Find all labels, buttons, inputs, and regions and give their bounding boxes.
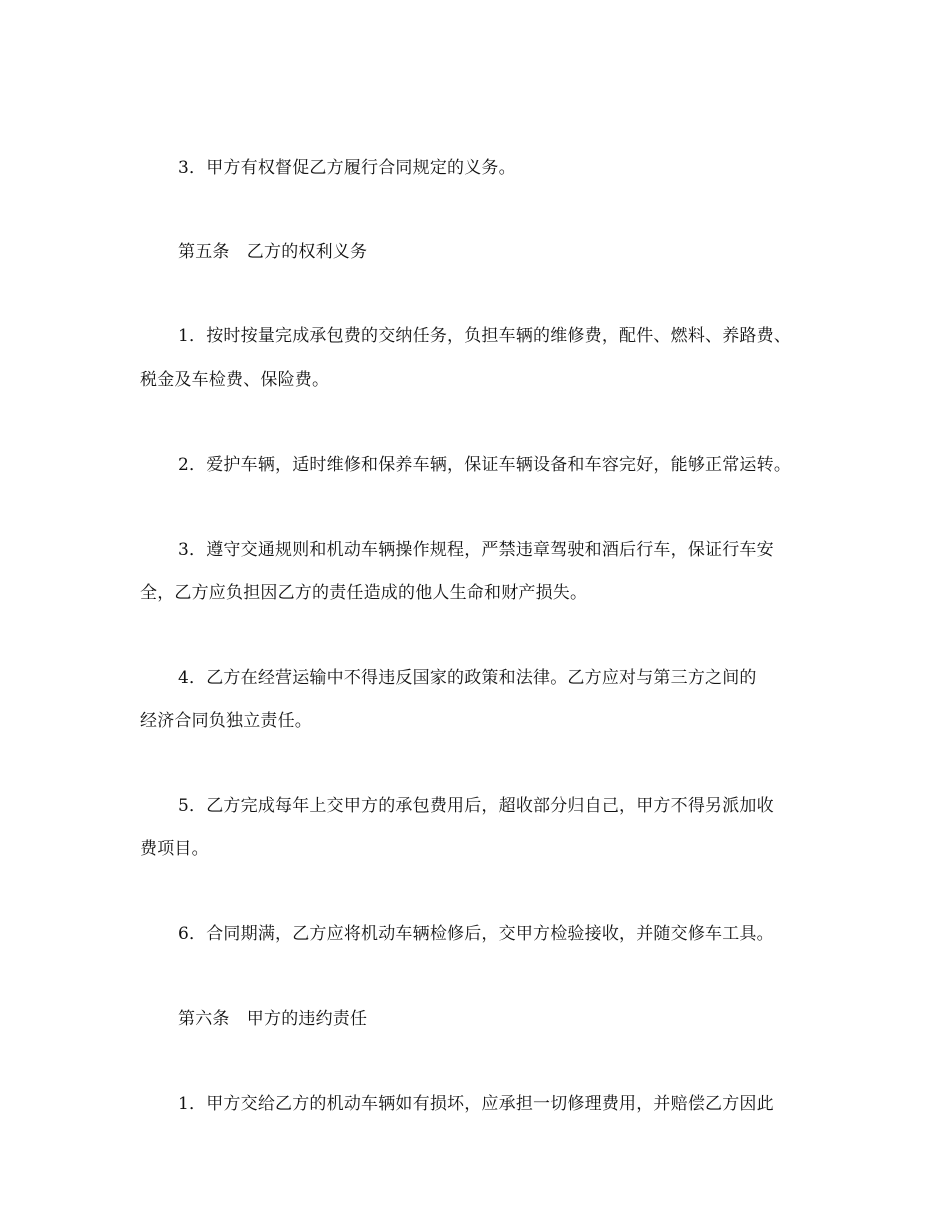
clause-5-item-4-line-1: 4．乙方在经营运输中不得违反国家的政策和法律。乙方应对与第三方之间的: [178, 668, 757, 688]
clause-6-item-1-line-1: 1．甲方交给乙方的机动车辆如有损坏，应承担一切修理费用，并赔偿乙方因此: [178, 1094, 774, 1114]
clause-5-item-2: 2．爱护车辆，适时维修和保养车辆，保证车辆设备和车容完好，能够正常运转。: [178, 455, 792, 475]
clause-5-item-5-line-2: 费项目。: [140, 839, 209, 859]
clause-5-item-1-line-2: 税金及车检费、保险费。: [140, 370, 330, 390]
article-5-heading: 第五条 乙方的权利义务: [178, 242, 368, 262]
clause-5-item-4-line-2: 经济合同负独立责任。: [140, 711, 312, 731]
article-6-heading: 第六条 甲方的违约责任: [178, 1009, 368, 1029]
clause-5-item-3-line-1: 3．遵守交通规则和机动车辆操作规程，严禁违章驾驶和酒后行车，保证行车安: [178, 540, 774, 560]
clause-5-item-1-line-1: 1．按时按量完成承包费的交纳任务，负担车辆的维修费，配件、燃料、养路费、: [178, 326, 792, 346]
clause-5-item-6: 6．合同期满，乙方应将机动车辆检修后，交甲方检验接收，并随交修车工具。: [178, 924, 774, 944]
clause-5-item-5-line-1: 5．乙方完成每年上交甲方的承包费用后，超收部分归自己，甲方不得另派加收: [178, 796, 774, 816]
clause-4-item-3: 3．甲方有权督促乙方履行合同规定的义务。: [178, 158, 516, 178]
clause-5-item-3-line-2: 全，乙方应负担因乙方的责任造成的他人生命和财产损失。: [140, 583, 588, 603]
